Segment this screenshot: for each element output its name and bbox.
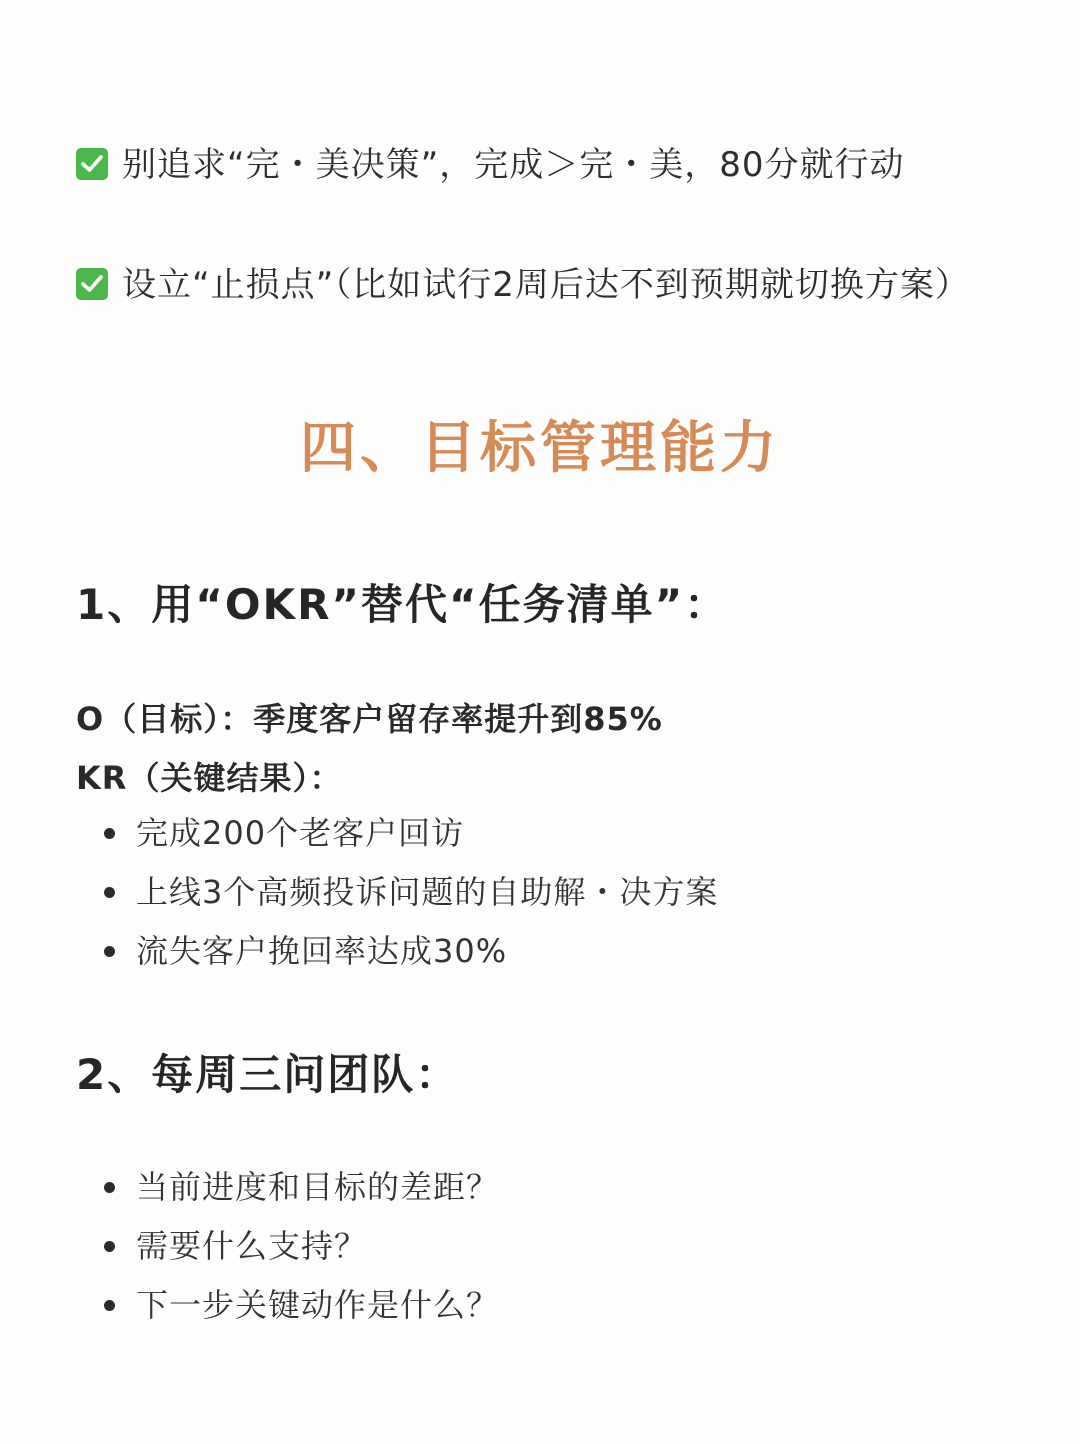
weekly-heading: 2、每周三问团队： <box>76 1050 460 1099</box>
bullet-icon <box>104 946 115 957</box>
list-item <box>100 922 718 981</box>
bullet-icon <box>104 1182 115 1193</box>
bullet-icon <box>104 1300 115 1311</box>
list-item-text: 完成200个老客户回访 <box>136 814 465 852</box>
checklist-item-text: 别追求“完・美决策”，完成＞完・美，80分就行动 <box>122 145 905 185</box>
section-title: 四、目标管理能力 <box>300 416 780 481</box>
checklist-item <box>76 136 996 194</box>
list-item-text: 需要什么支持？ <box>136 1227 368 1265</box>
check-mark-icon <box>76 148 108 180</box>
check-mark-icon <box>76 268 108 300</box>
list-item-text: 当前进度和目标的差距？ <box>136 1168 500 1206</box>
list-item-text: 流失客户挽回率达成30% <box>136 932 508 970</box>
list-item-text: 下一步关键动作是什么？ <box>136 1286 500 1324</box>
list-item <box>100 1276 499 1335</box>
list-item <box>100 1158 499 1217</box>
bullet-icon <box>104 887 115 898</box>
checklist-item-text: 设立“止损点”（比如试行2周后达不到预期就切换方案） <box>122 265 970 305</box>
list-item <box>100 804 718 863</box>
key-results-list <box>100 804 718 981</box>
okr-kr-label: KR（关键结果）： <box>76 759 343 797</box>
list-item <box>100 1217 499 1276</box>
weekly-questions-list <box>100 1158 499 1335</box>
list-item-text: 上线3个高频投诉问题的自助解・决方案 <box>136 873 719 911</box>
okr-heading: 1、用“OKR”替代“任务清单”： <box>76 580 729 629</box>
checklist-item <box>76 256 996 314</box>
list-item <box>100 863 718 922</box>
okr-objective: O（目标）：季度客户留存率提升到85% <box>76 700 663 738</box>
bullet-icon <box>104 1241 115 1252</box>
bullet-icon <box>104 828 115 839</box>
